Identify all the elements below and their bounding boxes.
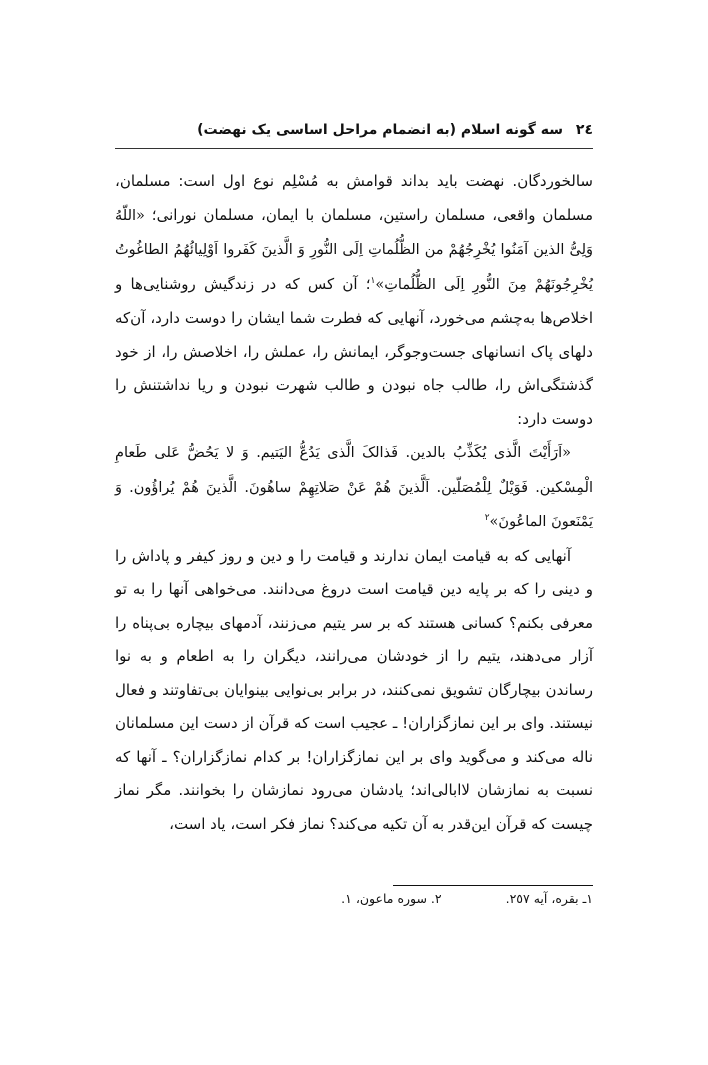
paragraph-3: آنهایی که به قیامت ایمان ندارند و قیامت را و دین و روز کیفر و پاداش را و دینی را که بر پایه دین قیامت است دروغ می‌دانند. می‌خواهی آنها را به تو معرفی بکنم؟ کسانی هستند که بر سر یتیم می‌زنند، آدمهای بیچاره بی‌پناه را آزار می‌دهند، یتیم را از خودشان می‌رانند، دیگران را به اطعام و به نوا رساندن بیچارگان تشویق نمی‌کنند، در برابر بی‌نوایی بینوایان بی‌تفاوتند و فعال نیستند. وای بر این نمازگزاران! ـ عجیب است که قرآن از دست این مسلمانان ناله می‌کند و می‌گوید وای بر این نمازگزاران! بر کدام نمازگزاران؟ ـ آنها که نسبت به نمازشان لاابالی‌اند؛ یادشان می‌رود نمازشان را بخوانند. مگر نماز چیست که قرآن این‌قدر به آن تکیه می‌کند؟ نماز فکر است، یاد است،	[115, 546, 593, 833]
body-text	[115, 165, 593, 841]
footnote-rule	[393, 885, 593, 886]
footnotes	[115, 891, 593, 906]
header-rule	[115, 148, 593, 149]
paragraph-1-text-a: سالخوردگان. نهضت باید بداند قوامش به مُسْلِم نوع اول است: مسلمان، مسلمان واقعی، مسلمان راستین، مسلمان با ایمان، مسلمان نورانی؛	[115, 172, 593, 224]
page-number: ٢٤	[575, 122, 593, 138]
paragraph-1	[115, 165, 593, 436]
footnote-ref-1: ١	[370, 275, 376, 286]
footnote-ref-2: ٢	[484, 513, 490, 523]
paragraph-1-text-b: ؛ آن کس که در زندگیش روشنایی‌ها و اخلاص‌ها به‌چشم می‌خورد، آنهایی که فطرت شما ایشان را دوست دارد، آن‌که دلهای پاک انسانهای جست‌وجوگر، ایمانش را، عملش را، اخلاصش را، از خود گذشتگی‌اش را، طالب جاه نبودن و طالب شهرت نبودن و ریا نداشتنش را دوست دارد:	[115, 274, 593, 428]
paragraph-2	[115, 436, 593, 540]
quran-quote-2: «اَرَأَیْتَ الَّذی یُکَذِّبُ بالدین. فَذالکَ الَّذی یَدُعُّ الیَتیم. وَ لا یَحُضُّ عَلی طَعامِ الْمِسْکین. فَوَیْلٌ لِلْمُصَلّین. اَلَّذینَ هُمْ عَنْ صَلاتِهِمْ ساهُونَ. الَّذینَ هُمْ یُراؤُون. وَ یَمْنَعونَ الماعُونَ»	[115, 445, 593, 530]
page-header	[115, 122, 593, 144]
footnote-2: ٢. سوره ماعون، ١.	[341, 891, 442, 906]
footnote-1: ١ـ بقره، آیه ٢٥٧.	[505, 891, 593, 906]
running-title: سه گونه اسلام (به انضمام مراحل اساسی یک نهضت)	[197, 122, 564, 138]
quran-quote-1: «اللّهُ وَلِیُّ الذین آمَنُوا یُخْرِجُهُمْ من الظُّلُماتِ اِلَی النُّورِ وَ الَّذینَ کَفَروا اَوْلِیائُهُمُ الطاغُوتُ یُخْرِجُونَهُمْ مِنَ النُّورِ اِلَی الظُّلُماتِ»	[115, 207, 593, 293]
